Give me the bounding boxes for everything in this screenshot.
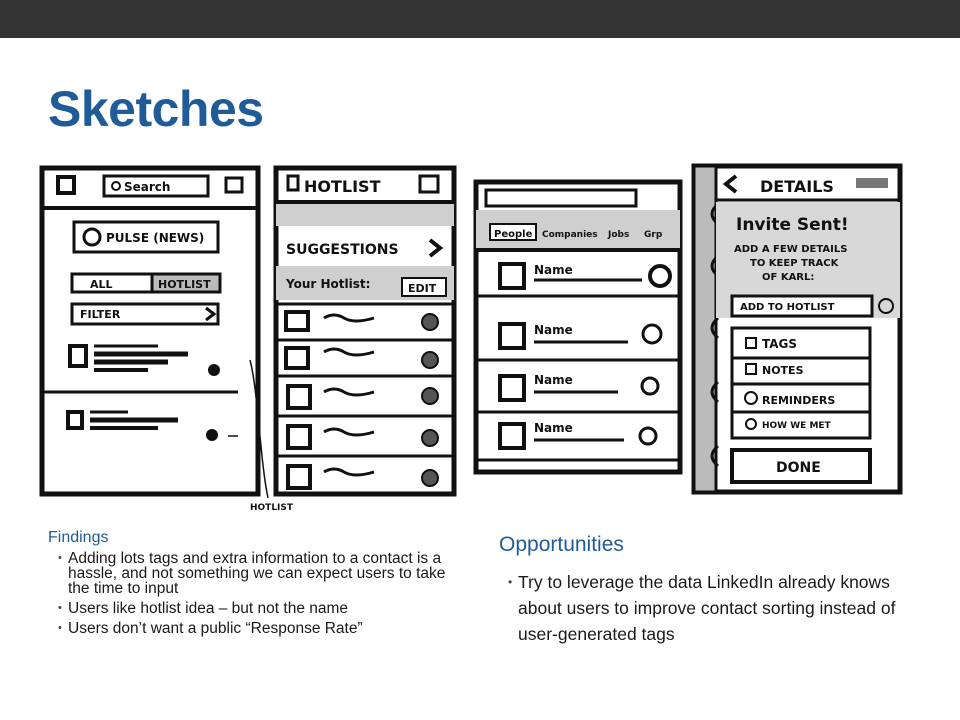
- sketch-menu-how-we-met: HOW WE MET: [762, 421, 831, 431]
- sketch-row-name: Name: [534, 373, 573, 387]
- sketch-done-button: DONE: [776, 460, 821, 476]
- sketch-add-to-hotlist: ADD TO HOTLIST: [740, 302, 835, 313]
- sketch-screen-hotlist: [276, 168, 454, 494]
- sketch-filter-label: FILTER: [80, 308, 121, 321]
- opportunities-item: • Try to leverage the data LinkedIn already knows about users to improve contact sorting instead of user-generated tags: [509, 569, 929, 647]
- findings-item: • Users don’t want a public “Response Rate”: [60, 621, 468, 636]
- pulse-icon: [84, 229, 100, 245]
- sketch-invite-sent: Invite Sent!: [736, 215, 849, 235]
- sketch-instruction-line: ADD A FEW DETAILS: [734, 244, 848, 255]
- hotlist-dot-icon: [208, 364, 220, 376]
- sketch-row-name: Name: [534, 263, 573, 277]
- sketch-edit-label: EDIT: [408, 282, 437, 295]
- sketch-search-label: Search: [124, 180, 171, 194]
- avatar-icon: [70, 346, 86, 366]
- sketch-instruction-line: TO KEEP TRACK: [750, 258, 839, 269]
- sketch-menu-notes: NOTES: [762, 364, 804, 377]
- add-icon: [420, 176, 438, 192]
- sketch-menu-reminders: REMINDERS: [762, 394, 836, 407]
- compose-icon: [226, 178, 242, 192]
- opportunities-section: [499, 533, 929, 647]
- avatar-icon: [68, 412, 82, 428]
- sketch-screen-search: [42, 168, 294, 513]
- sketch-tab-all: ALL: [90, 278, 113, 291]
- sketch-row-name: Name: [534, 323, 573, 337]
- findings-list: [48, 551, 468, 636]
- sketches-image: [38, 160, 918, 520]
- top-bar: [0, 0, 960, 38]
- sketch-tab-companies: Companies: [542, 230, 598, 240]
- sketch-hotlist-annotation: HOTLIST: [250, 503, 294, 513]
- sketch-screen-people: [476, 182, 680, 472]
- findings-item: • Users like hotlist idea – but not the name: [60, 601, 468, 616]
- sketch-suggestions-label: SUGGESTIONS: [286, 242, 399, 258]
- opportunities-list: [499, 569, 929, 647]
- sketch-hotlist-title: HOTLIST: [304, 177, 381, 196]
- sketch-tab-jobs: Jobs: [608, 230, 630, 240]
- findings-heading: Findings: [48, 529, 109, 546]
- search-icon: [112, 182, 120, 190]
- opportunities-heading: Opportunities: [499, 533, 624, 556]
- sketch-instruction-line: OF KARL:: [762, 272, 815, 283]
- sketch-tab-grp: Grp: [644, 230, 663, 240]
- slide-title: Sketches: [48, 81, 264, 137]
- findings-section: [48, 529, 468, 641]
- menu-icon: [58, 177, 74, 193]
- sketch-tab-hotlist: HOTLIST: [158, 278, 211, 291]
- findings-item: • Adding lots tags and extra information to a contact is a hassle, and not something we can expect users to take the time to input: [60, 551, 468, 596]
- sketch-menu-tags: TAGS: [762, 337, 798, 351]
- sketch-row-name: Name: [534, 421, 573, 435]
- sketch-tab-people: People: [494, 229, 533, 240]
- sketch-your-hotlist-label: Your Hotlist:: [286, 277, 371, 291]
- sketch-pulse-label: PULSE (NEWS): [106, 231, 205, 245]
- sketch-screen-details: [694, 166, 900, 492]
- hotlist-dot-icon: [206, 429, 218, 441]
- sketch-details-title: DETAILS: [760, 177, 834, 196]
